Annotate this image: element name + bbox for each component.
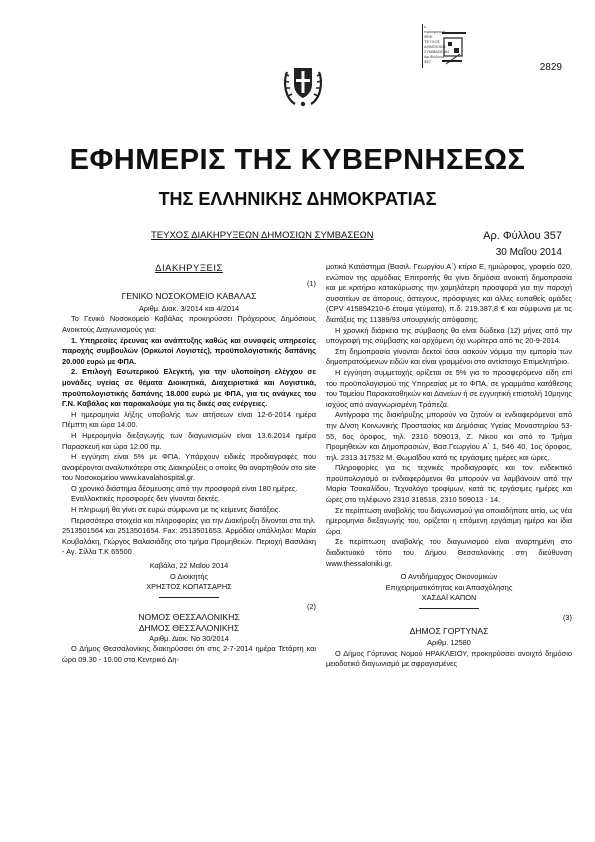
- left-column: [62, 262, 316, 665]
- issue-label: ΤΕΥΧΟΣ ΔΙΑΚΗΡΥΞΕΩΝ ΔΗΜΟΣΙΩΝ ΣΥΜΒΑΣΕΩΝ: [151, 230, 374, 241]
- section-heading: ΔΙΑΚΗΡΥΞΕΙΣ: [155, 263, 223, 274]
- barcode-label: Αρ.Φύλλου 357: [424, 54, 444, 64]
- paragraph: Η πληρωμή θα γίνει σε ευρώ σύμφωνα με τις κείμενες διατάξεις.: [71, 505, 281, 515]
- signature-date: Καβάλα, 22 Μαΐου 2014: [149, 561, 229, 571]
- paragraph: Ο χρονικό διάστημα δέσμευσης από την προσφορά είναι 180 ημέρες.: [71, 483, 298, 493]
- paragraph: Η χρονική διάρκεια της σύμβασης θα είναι δώδεκα (12) μήνες από την υπογραφή της σύμβασης και αρχόμενη όχι νωρίτερα από τις 20-9-2014.: [326, 325, 572, 346]
- notice-issuer: ΔΗΜΟΣ ΓΟΡΤΥΝΑΣ: [409, 625, 489, 636]
- paragraph: Η εγγύηση συμμετοχής ορίζεται σε 5% για το προσφερόμενο είδη επί του προϋπολογισμού της Υπηρεσίας με το ΦΠΑ, σε γραμμάτιο κατάθεσης του Ταμείου Παρακαταθηκών και Δανείων ή σε εγγυητική επιστολή 10μηνης ισχύος από αναγνωρισμένη Τράπεζα.: [326, 367, 572, 409]
- paragraph: Ο Δήμος Γόρτυνας Νομού ΗΡΑΚΛΕΙΟΥ, προκηρύσσει ανοιχτό δημόσιο μειοδοτικό διαγωνισμό με σφραγισμένες: [326, 648, 572, 669]
- paragraph: Η ημερομηνία λήξης υποβολής των αιτήσεων είναι 12-6-2014 ημέρα Πέμπτη και ώρα 14.00.: [62, 409, 316, 430]
- page-number: 2829: [539, 62, 562, 73]
- signature-role: Ο Διοικητής: [169, 571, 209, 581]
- notice-number: (2): [306, 601, 316, 611]
- barcode-label: ΦΕΚ: [424, 34, 433, 39]
- notice-issuer: ΓΕΝΙΚΟ ΝΟΣΟΚΟΜΕΙΟ ΚΑΒΑΛΑΣ: [121, 291, 257, 302]
- masthead-subtitle: ΤΗΣ ΕΛΛΗΝΙΚΗΣ ΔΗΜΟΚΡΑΤΙΑΣ: [158, 189, 437, 209]
- barcode-label: ε-προαιρετικό: [424, 24, 446, 34]
- paragraph: Εναλλακτικές προσφορές δεν γίνονται δεκτές.: [71, 494, 221, 504]
- notice-number: (3): [562, 613, 572, 622]
- notice-number: (1): [306, 278, 316, 288]
- paragraph: Πληροφορίες για τις τεχνικές προδιαγραφές και τον ενδεικτικό προϋπολογισμό οι ενδιαφερόμενοι θα μπορούν να λαμβάνουν από την Μαρία Τσακαλίδου, Τεχνολόγο τροφίμων, κατά τις εργάσιμες ημέρες και ώρες στο τηλέφωνο 2310 318518, 2310 509013 - 14.: [326, 463, 572, 505]
- barcode-label: ΤΕΥΧΟΣ: [424, 39, 441, 44]
- notice-reference: Αριθμ. Διακ. Νο 30/2014: [149, 633, 229, 643]
- paragraph: 1. Υπηρεσίες έρευνας και ανάπτυξης καθώς και συναφείς υπηρεσίες παροχής συμβουλών (Ορκωτοί Λογιστές), προϋπολογιστικής δαπάνης 20.000 ευρώ με ΦΠΑ.: [62, 335, 316, 366]
- masthead-title: ΕΦΗΜΕΡΙΣ ΤΗΣ ΚΥΒΕΡΝΗΣΕΩΣ: [69, 144, 526, 176]
- paragraph: Η Ημερομηνία διεξαγωγής των διαγωνισμών είναι 13.6.2014 ημέρα Παρασκευή και ώρα 12.00 πμ.: [62, 430, 316, 451]
- paragraph: 2. Επιλογή Εσωτερικού Ελεγκτή, για την υλοποίηση ελέγχου σε μονάδες υγείας σε θέματα Διοικητικά, Διαχειριστικά και Λογιστικά, προϋπολογιστικής δαπάνης 18.000 ευρώ με ΦΠΑ, για τις ανάγκες του Γ.Ν. Καβάλας και παρακαλούμε για τις δικές σας ενέργειες.: [62, 367, 316, 409]
- coat-of-arms-icon: [281, 58, 325, 110]
- barcode-block: [420, 18, 472, 74]
- notice-issuer: ΔΗΜΟΣ ΘΕΣΣΑΛΟΝΙΚΗΣ: [138, 623, 240, 633]
- divider: [419, 608, 479, 609]
- paragraph: Σε περίπτωση αναβολής του διαγωνισμού είναι αναρτημένη στο διαδικτυακό τόπο του Δήμου Θεσσαλονίκης στη διεύθυνση www.thessaloniki.gr.: [326, 537, 572, 568]
- barcode-label: ΣΥΜΒΑΣΕΩΝ: [424, 49, 449, 54]
- paragraph: μοτικό Κατάστημα (Βασιλ. Γεωργίου Α΄) κτίριο Ε, ημιώροφος, γραφείο 020, ενώπιον της αρμόδιας Επιτροπής θα γίνει δημόσια ανοικτή δημοπρασία και με κριτήριο κατακύρωσης την χαμηλότερη προσφορά για την παροχή συσσιτίων σε άπορους, άστεγους, πρόσφυγες και άλλες ευπαθείς ομάδες (CPV 415894210-6 έτοιμα γεύματα), π.δ. 219.387,8 € και σύμφωνα με τις διατάξεις της 11389/93 υπουργικής απόφασης.: [326, 262, 572, 324]
- paragraph: Περισσότερα στοιχεία και πληροφορίες για την Διακήρυξη δίνονται στα τηλ. 2513501564 και 2513501654. Fax: 2513501653. Αρμόδιοι υπάλληλοι: Μαρία Κουβαλάκη, Γιώργος Βαλασιάδης στο τμήμα Προμηθειών. Περιοχή Βασιλάκη - Αγ. Σίλλα Τ.Κ 65500: [62, 515, 316, 557]
- signature-role: Επιχειρηματικότητας και Απασχόλησης: [385, 582, 513, 592]
- signature-role: Ο Αντιδήμαρχος Οικονομικών: [400, 572, 498, 582]
- sheet-number: Αρ. Φύλλου 357: [483, 230, 562, 242]
- paragraph: Ο Δήμος Θεσσαλονίκης διακηρύσσει ότι στις 2-7-2014 ημέρα Τετάρτη και ώρα 09.30 - 10.00 στο Κεντρικό Δη-: [62, 644, 316, 664]
- signature-name: ΧΡΗΣΤΟΣ ΚΟΠΑΤΣΑΡΗΣ: [146, 582, 232, 592]
- paragraph: Το Γενικό Νοσοκομείο Καβάλας προκηρύσσει Πρόχειρους Δημόσιους Ανοικτούς Διαγωνισμούς για:: [62, 314, 316, 334]
- divider: [159, 597, 219, 598]
- paragraph: Η εγγύηση είναι 5% με ΦΠΑ. Υπάρχουν ειδικές προδιαγραφές που αναφέρονται αναλυτικότερα στις Διακηρύξεις ο οποίες θα αναρτηθούν στο site του Νοσοκομείου www.kavalahospital.gr.: [62, 452, 316, 483]
- issue-date: 30 Μαΐου 2014: [495, 247, 562, 258]
- barcode-labels: [424, 24, 449, 64]
- paragraph: Σε περίπτωση αναβολής του διαγωνισμού για οποιαδήποτε αιτία, ως νέα ημερομηνία διεξαγωγής του, ορίζεται η επόμενη εργάσιμη ημέρα και ίδια ώρα.: [326, 505, 573, 536]
- paragraph: Αντίγραφα της διακήρυξης μπορούν να ζητούν οι ενδιαφερόμενοι από την Δ/νση Κοινωνικής Προστασίας και Δημόσιας Υγείας Μοναστηρίου 53-55, 6ος όροφος, τηλ. 2310 509013, Ζ. Νίκου και από το Τμήμα Προμηθειών και Δημοπρασιών, Βασ.Γεωργίου Α΄ 1, 546 40, 1ος όροφος, τηλ. 2313 317532 Μ. Θωμαΐδου κατά τις εργάσιμες ημέρες και ώρες.: [326, 410, 572, 462]
- notice-issuer: ΝΟΜΟΣ ΘΕΣΣΑΛΟΝΙΚΗΣ: [138, 612, 240, 623]
- notice-reference: Αριθμ. Διακ. 3/2014 και 4/2014: [138, 303, 240, 313]
- right-column: [326, 262, 572, 670]
- notice-reference: Αριθμ. 12580: [427, 638, 471, 648]
- barcode-label: ΔΗΜΟΣΙΩΝ: [424, 44, 446, 49]
- paragraph: Στη δημοπρασία γίνονται δεκτοί όσοι ασκούν νόμιμα την εμπορία των δημοπρατούμενων ειδών και είναι γραμμένοι στο αντίστοιχο Επιμελητήριο.: [326, 346, 572, 367]
- signature-name: ΧΑΣΔΑΪ ΚΑΠΟΝ: [421, 593, 477, 603]
